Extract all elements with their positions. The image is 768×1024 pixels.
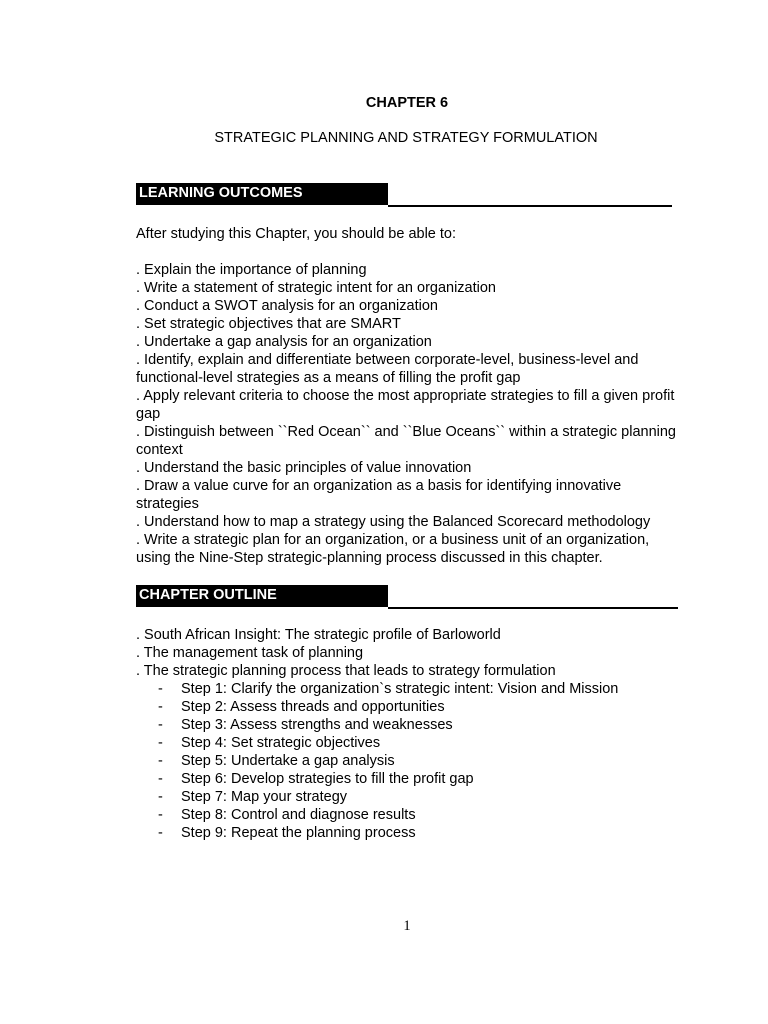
learning-outcomes-heading: LEARNING OUTCOMES — [136, 183, 388, 205]
step-item — [158, 788, 618, 806]
step-item — [158, 752, 618, 770]
list-item: . Set strategic objectives that are SMART — [136, 316, 401, 332]
list-item: . South African Insight: The strategic profile of Barloworld — [136, 627, 501, 643]
learning-outcomes-list — [136, 261, 676, 567]
list-item: . Apply relevant criteria to choose the most appropriate strategies to fill a given profit gap — [136, 388, 675, 422]
step-label: Step 4: Set strategic objectives — [181, 735, 381, 751]
step-label: Step 7: Map your strategy — [181, 789, 348, 805]
step-item — [158, 734, 618, 752]
list-item: . The strategic planning process that leads to strategy formulation — [136, 663, 556, 679]
list-item: . Write a strategic plan for an organization, or a business unit of an organization, using the Nine-Step strategic-planning process discussed in this chapter. — [136, 532, 650, 566]
step-marker: - — [158, 807, 163, 823]
step-item — [158, 824, 618, 842]
step-item — [158, 716, 618, 734]
list-item: . Understand how to map a strategy using the Balanced Scorecard methodology — [136, 514, 651, 530]
step-marker: - — [158, 825, 163, 841]
step-marker: - — [158, 699, 163, 715]
list-item: . Undertake a gap analysis for an organization — [136, 334, 432, 350]
chapter-outline-heading: CHAPTER OUTLINE — [136, 585, 388, 607]
list-item: . Draw a value curve for an organization as a basis for identifying innovative strategies — [136, 478, 622, 512]
list-item: . Distinguish between ``Red Ocean`` and ``Blue Oceans`` within a strategic planning context — [136, 424, 676, 458]
list-item: . The management task of planning — [136, 645, 364, 661]
step-marker: - — [158, 771, 163, 787]
step-item — [158, 698, 618, 716]
list-item: . Conduct a SWOT analysis for an organization — [136, 298, 438, 314]
step-label: Step 5: Undertake a gap analysis — [181, 753, 395, 769]
step-label: Step 6: Develop strategies to fill the profit gap — [181, 771, 474, 787]
chapter-outline-rule — [388, 607, 678, 609]
planning-steps-list — [158, 680, 618, 842]
step-label: Step 2: Assess threads and opportunities — [181, 699, 445, 715]
chapter-outline-list — [136, 626, 676, 680]
step-marker: - — [158, 753, 163, 769]
step-item — [158, 680, 618, 698]
list-item: . Identify, explain and differentiate between corporate-level, business-level and functional-level strategies as a means of filling the profit gap — [136, 352, 639, 386]
step-label: Step 1: Clarify the organization`s strategic intent: Vision and Mission — [181, 681, 619, 697]
chapter-title: STRATEGIC PLANNING AND STRATEGY FORMULATION — [214, 130, 598, 146]
step-label: Step 3: Assess strengths and weaknesses — [181, 717, 453, 733]
step-marker: - — [158, 681, 163, 697]
step-marker: - — [158, 717, 163, 733]
learning-outcomes-intro: After studying this Chapter, you should be able to: — [136, 226, 457, 242]
page-number: 1 — [403, 918, 411, 934]
step-label: Step 9: Repeat the planning process — [181, 825, 416, 841]
step-marker: - — [158, 789, 163, 805]
list-item: . Understand the basic principles of value innovation — [136, 460, 472, 476]
step-item — [158, 806, 618, 824]
learning-outcomes-rule — [388, 205, 672, 207]
chapter-number: CHAPTER 6 — [365, 95, 449, 111]
step-label: Step 8: Control and diagnose results — [181, 807, 416, 823]
learning-outcomes-header — [136, 183, 672, 207]
chapter-outline-header — [136, 585, 678, 609]
list-item: . Explain the importance of planning — [136, 262, 367, 278]
step-marker: - — [158, 735, 163, 751]
list-item: . Write a statement of strategic intent for an organization — [136, 280, 497, 296]
step-item — [158, 770, 618, 788]
